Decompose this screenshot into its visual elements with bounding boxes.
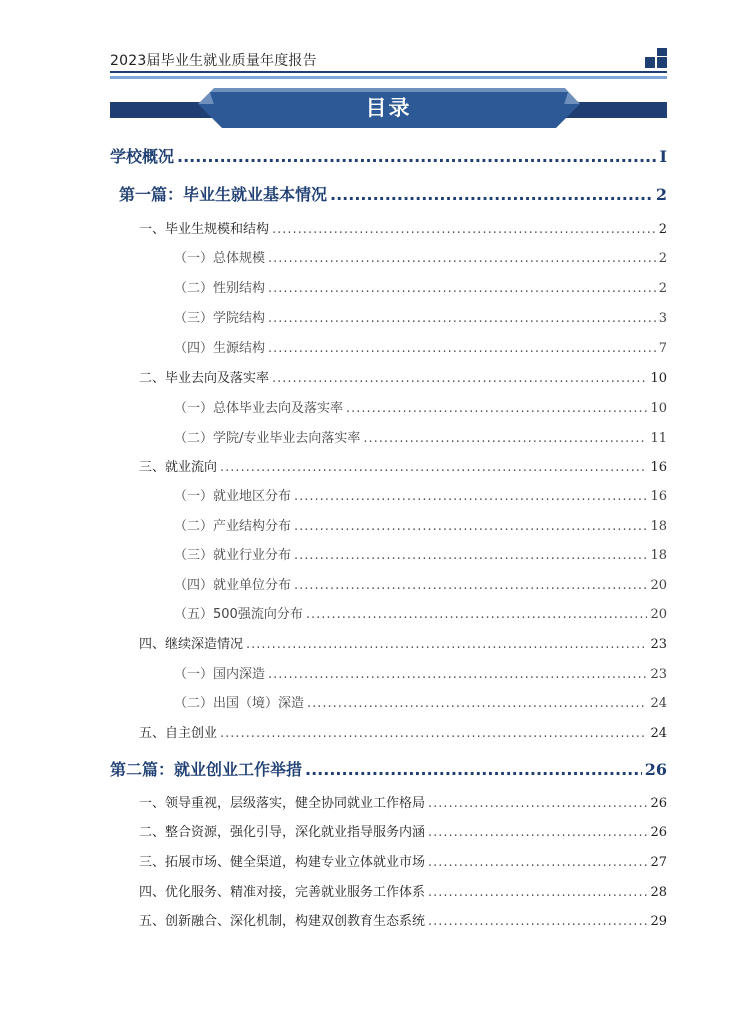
toc-leader-dots xyxy=(306,607,648,622)
toc-leader-dots xyxy=(428,914,647,929)
toc-entry-title: 二、整合资源，强化引导，深化就业指导服务内涵 xyxy=(139,825,426,840)
toc-entry-school-overview[interactable] xyxy=(110,144,667,167)
toc-entry-title: （五）500强流向分布 xyxy=(174,607,303,622)
toc-entry-page: 16 xyxy=(650,489,667,504)
toc-leader-dots xyxy=(428,825,647,840)
toc-entry[interactable] xyxy=(139,633,667,652)
toc-entry[interactable] xyxy=(174,574,667,593)
toc-leader-dots xyxy=(268,667,647,682)
toc-entry[interactable] xyxy=(174,544,667,563)
toc-entry-title: 一、毕业生规模和结构 xyxy=(139,222,270,237)
toc-entry-title: 四、优化服务、精准对接，完善就业服务工作体系 xyxy=(139,885,426,900)
toc-leader-dots xyxy=(220,460,647,475)
toc-leader-dots xyxy=(177,147,657,166)
toc-entry[interactable] xyxy=(174,337,667,356)
toc-entry-part-two[interactable] xyxy=(110,757,667,780)
toc-entry-title: 学校概况 xyxy=(110,147,175,166)
toc-entry-title: （四）就业单位分布 xyxy=(174,578,292,593)
toc-entry-page: 28 xyxy=(650,885,667,900)
toc-entry-page: 24 xyxy=(650,726,667,741)
toc-leader-dots xyxy=(246,637,647,652)
toc-entry[interactable] xyxy=(174,692,667,711)
toc-leader-dots xyxy=(428,855,647,870)
toc-entry-title: 三、拓展市场、健全渠道，构建专业立体就业市场 xyxy=(139,855,426,870)
toc-entry-title: （二）学院/专业毕业去向落实率 xyxy=(174,431,361,446)
toc-entry-page: 10 xyxy=(650,401,667,416)
toc-entry-title: 第一篇：毕业生就业基本情况 xyxy=(119,185,328,204)
toc-entry-title: （三）就业行业分布 xyxy=(174,548,292,563)
header-divider xyxy=(110,71,667,73)
toc-entry-page: 20 xyxy=(650,607,667,622)
toc-entry-page: 2 xyxy=(658,281,667,296)
toc-entry-title: 一、领导重视，层级落实，健全协同就业工作格局 xyxy=(139,796,426,811)
toc-entry[interactable] xyxy=(174,247,667,266)
toc-entry-page: 2 xyxy=(658,251,667,266)
toc-entry-page: 2 xyxy=(655,185,667,204)
header-divider-light xyxy=(110,76,667,79)
toc-entry-page: 24 xyxy=(650,696,667,711)
toc-leader-dots xyxy=(294,578,647,593)
toc-entry-title: （一）就业地区分布 xyxy=(174,489,292,504)
toc-entry[interactable] xyxy=(139,821,667,840)
toc-entry-title: 第二篇：就业创业工作举措 xyxy=(110,760,303,779)
toc-entry-title: （一）总体规模 xyxy=(174,251,266,266)
toc-entry-page: 10 xyxy=(650,371,667,386)
toc-entry[interactable] xyxy=(174,427,667,446)
toc-leader-dots xyxy=(346,401,647,416)
toc-entry-title: 二、毕业去向及落实率 xyxy=(139,371,270,386)
toc-entry-page: 18 xyxy=(650,519,667,534)
toc-entry[interactable] xyxy=(174,277,667,296)
toc-leader-dots xyxy=(268,281,656,296)
toc-entry[interactable] xyxy=(174,515,667,534)
toc-entry-title: （二）性别结构 xyxy=(174,281,266,296)
toc-entry[interactable] xyxy=(139,851,667,870)
toc-leader-dots xyxy=(294,548,647,563)
toc-entry-title: （一）国内深造 xyxy=(174,667,266,682)
toc-leader-dots xyxy=(272,371,647,386)
toc-leader-dots xyxy=(294,519,647,534)
toc-leader-dots xyxy=(428,885,647,900)
toc-entry[interactable] xyxy=(139,367,667,386)
toc-entry-title: （二）产业结构分布 xyxy=(174,519,292,534)
toc-entry-page: 29 xyxy=(650,914,667,929)
toc-entry-title: （四）生源结构 xyxy=(174,341,266,356)
toc-entry[interactable] xyxy=(174,307,667,326)
toc-entry-page: 11 xyxy=(650,431,667,446)
toc-banner xyxy=(110,88,667,132)
report-title: 2023届毕业生就业质量年度报告 xyxy=(110,53,317,69)
toc-leader-dots xyxy=(268,341,656,356)
toc-heading: 目录 xyxy=(365,96,412,120)
toc-leader-dots xyxy=(428,796,647,811)
toc-entry[interactable] xyxy=(139,792,667,811)
toc-leader-dots xyxy=(220,726,647,741)
toc-leader-dots xyxy=(268,311,656,326)
toc-entry[interactable] xyxy=(174,485,667,504)
toc-entry-page: 2 xyxy=(658,222,667,237)
logo-icon xyxy=(645,48,667,68)
toc-leader-dots xyxy=(294,489,647,504)
toc-entry[interactable] xyxy=(174,397,667,416)
toc-entry-title: 五、自主创业 xyxy=(139,726,218,741)
toc-entry[interactable] xyxy=(139,456,667,475)
toc-leader-dots xyxy=(307,696,647,711)
toc-entry-page: 26 xyxy=(650,825,667,840)
toc-entry-page: 27 xyxy=(650,855,667,870)
toc-entry[interactable] xyxy=(139,218,667,237)
toc-entry[interactable] xyxy=(139,910,667,929)
toc-entry-page: I xyxy=(659,147,667,166)
toc-leader-dots xyxy=(363,431,647,446)
toc-leader-dots xyxy=(268,251,656,266)
toc-entry-page: 26 xyxy=(644,760,667,779)
toc-entry-title: 三、就业流向 xyxy=(139,460,218,475)
toc-entry[interactable] xyxy=(174,603,667,622)
toc-entry-page: 20 xyxy=(650,578,667,593)
toc-entry[interactable] xyxy=(139,722,667,741)
toc-entry[interactable] xyxy=(174,663,667,682)
toc-entry-title: 四、继续深造情况 xyxy=(139,637,244,652)
toc-entry[interactable] xyxy=(139,881,667,900)
toc-entry-page: 23 xyxy=(650,637,667,652)
toc-entry-page: 18 xyxy=(650,548,667,563)
toc-entry-page: 26 xyxy=(650,796,667,811)
toc-leader-dots xyxy=(272,222,656,237)
toc-entry-title: （三）学院结构 xyxy=(174,311,266,326)
toc-leader-dots xyxy=(330,185,653,204)
toc-entry-page: 16 xyxy=(650,460,667,475)
toc-entry-part-one[interactable] xyxy=(119,182,667,205)
toc-entry-title: 五、创新融合、深化机制，构建双创教育生态系统 xyxy=(139,914,426,929)
toc-entry-page: 3 xyxy=(658,311,667,326)
toc-leader-dots xyxy=(305,760,642,779)
toc-entry-page: 7 xyxy=(658,341,667,356)
toc-entry-title: （一）总体毕业去向及落实率 xyxy=(174,401,344,416)
toc-entry-page: 23 xyxy=(650,667,667,682)
toc-entry-title: （二）出国（境）深造 xyxy=(174,696,305,711)
